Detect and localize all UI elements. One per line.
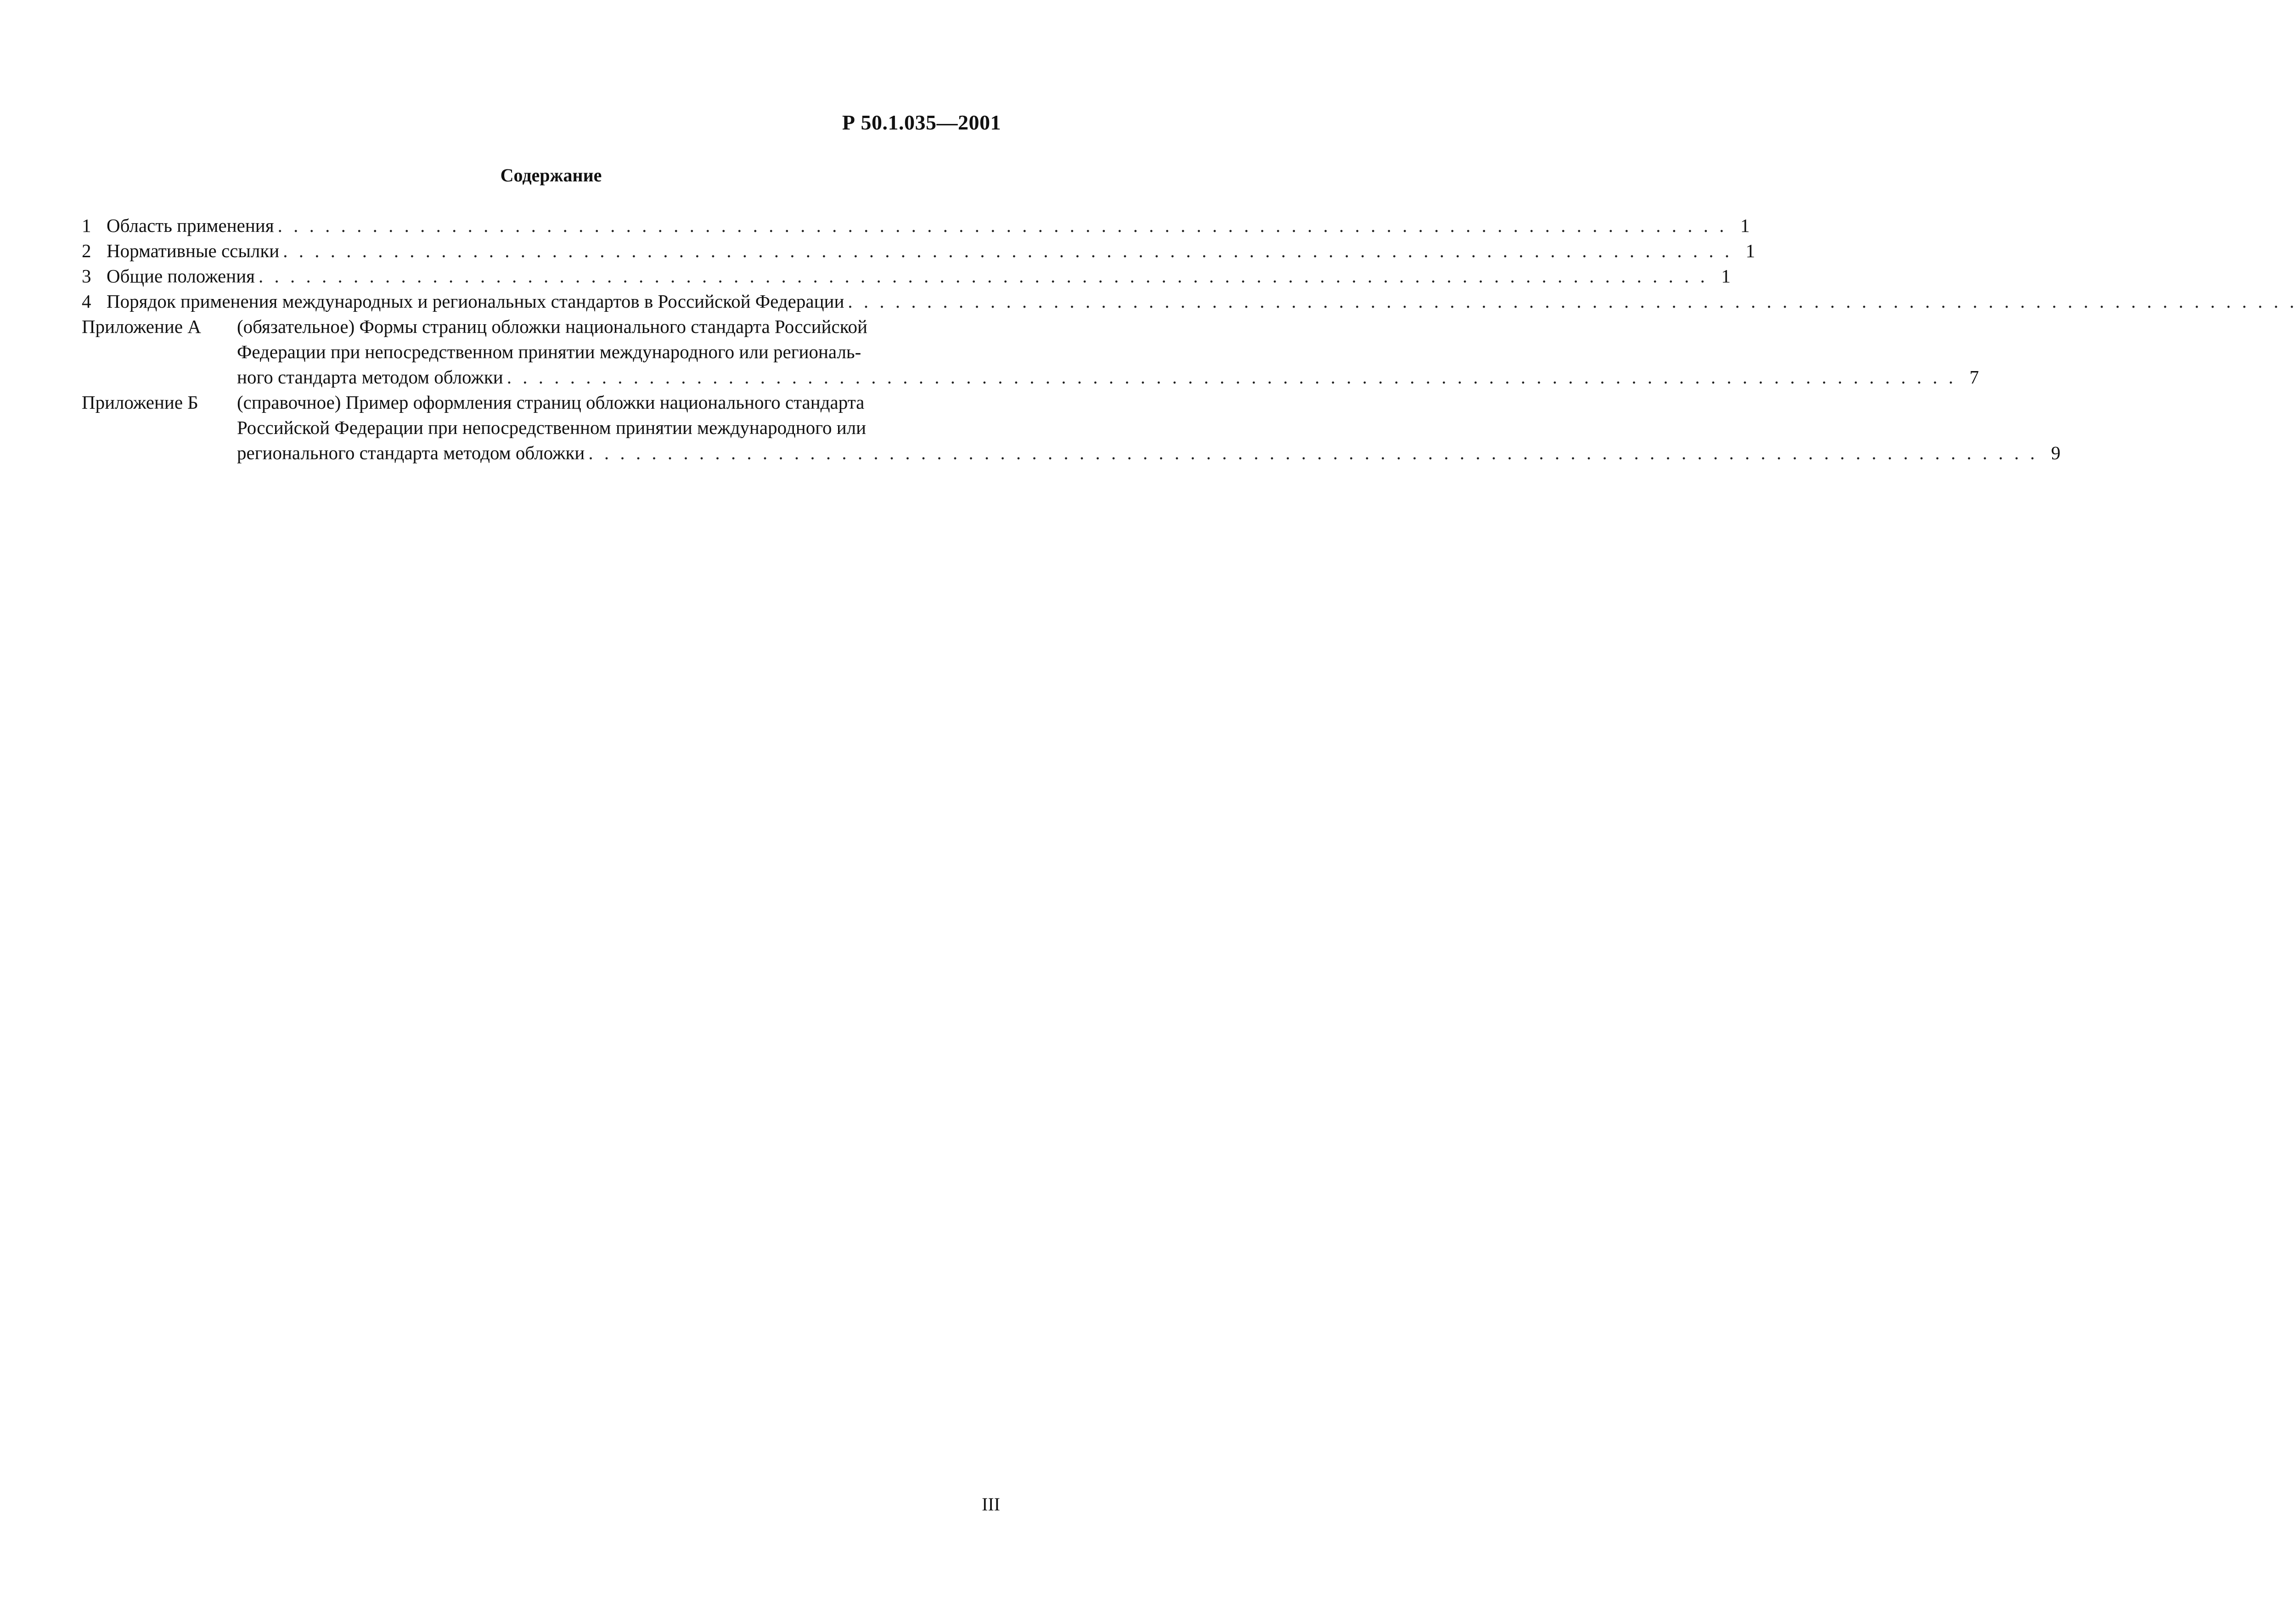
appendix-label: Приложение Б — [82, 392, 198, 413]
toc-item-title: Нормативные ссылки — [107, 240, 280, 261]
toc-item-title: Область применения — [107, 215, 274, 236]
toc-item-application-procedure[interactable] — [82, 289, 1005, 314]
appendix-line-text: (обязательное) Формы страниц обложки национального стандарта Российской — [237, 316, 867, 337]
appendix-line-last — [237, 365, 1979, 390]
toc-item-normative-references[interactable] — [82, 238, 1755, 264]
toc-item-page: 1 — [1745, 240, 1755, 261]
toc-item-number: 3 — [82, 265, 91, 287]
toc-item-page — [2294, 289, 2296, 314]
appendix-line-text: Российской Федерации при непосредственном принятии международного или — [237, 417, 867, 438]
toc-item-page: 1 — [1721, 265, 1731, 287]
appendix-line — [237, 339, 1979, 365]
document-code: Р 50.1.035—2001 — [842, 111, 1001, 134]
toc-item-body — [107, 289, 2294, 314]
appendix-line-text: (справочное) Пример оформления страниц обложки национального стандарта — [237, 392, 865, 413]
toc-item-page: 1 — [1740, 215, 1750, 236]
appendix-line-text: ного стандарта методом обложки — [237, 366, 503, 388]
dot-leader — [279, 238, 1729, 264]
appendix-label: Приложение А — [82, 316, 201, 337]
dot-leader — [255, 264, 1705, 289]
appendix-line-text: Федерации при непосредственном принятии международного или региональ- — [237, 341, 861, 362]
toc-item-number: 2 — [82, 240, 91, 261]
appendix-line — [237, 390, 2060, 415]
toc-appendix-a[interactable] — [82, 314, 1979, 390]
toc-item-page: 9 — [2051, 442, 2061, 463]
toc-item-general-provisions[interactable] — [82, 264, 1731, 289]
appendix-line-text: регионального стандарта методом обложки — [237, 442, 585, 463]
dot-leader — [503, 365, 1953, 390]
toc-title: Содержание — [500, 165, 602, 186]
appendix-line-last — [237, 440, 2060, 466]
appendix-body — [237, 314, 1979, 390]
dot-leader — [274, 213, 1724, 238]
appendix-line — [237, 314, 1979, 339]
appendix-last-body — [237, 440, 2035, 466]
toc-appendix-b[interactable] — [82, 390, 2061, 466]
appendix-last-body — [237, 365, 1953, 390]
toc-item-number: 1 — [82, 215, 91, 236]
toc-item-title: Порядок применения международных и региональных стандартов в Российской Федерации — [107, 291, 844, 312]
dot-leader — [844, 289, 2294, 314]
appendix-body — [237, 390, 2060, 466]
toc-item-title: Общие положения — [107, 265, 255, 287]
toc-item-number: 4 — [82, 291, 91, 312]
table-of-contents — [82, 213, 2061, 466]
appendix-line — [237, 415, 2060, 440]
toc-item-body — [107, 238, 1729, 264]
toc-item-scope[interactable] — [82, 213, 1750, 238]
toc-item-body — [107, 264, 1705, 289]
page-number: III — [982, 1494, 1000, 1515]
toc-item-page: 7 — [1969, 366, 1979, 388]
toc-item-body — [107, 213, 1724, 238]
dot-leader — [585, 440, 2035, 466]
